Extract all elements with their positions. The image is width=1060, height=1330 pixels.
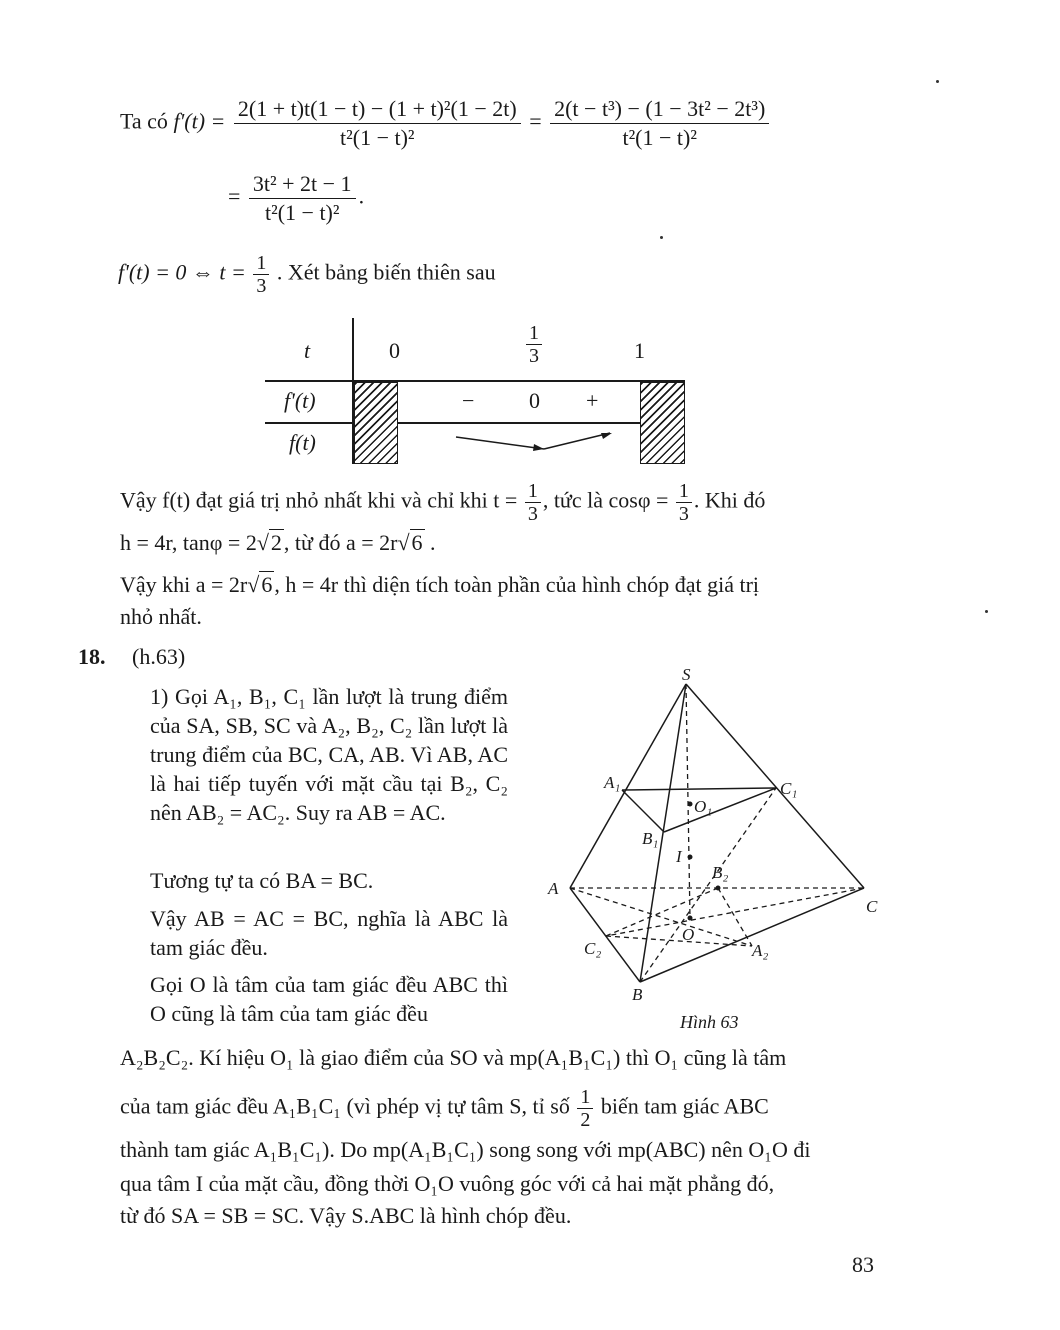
scan-speck xyxy=(936,80,939,83)
problem-number: 18. xyxy=(78,644,106,669)
conclusion-line-4: nhỏ nhất. xyxy=(120,604,202,629)
label-C2: C₂ xyxy=(584,939,602,958)
label-C1: C₁ xyxy=(780,779,798,798)
conclusion-line-3: Vậy khi a = 2r√6, h = 4r thì diện tích toàn phần của hình chóp đạt giá trị xyxy=(120,572,760,597)
label-B: B xyxy=(632,985,643,1004)
variation-arrows xyxy=(440,425,630,455)
full-line-4: qua tâm I của mặt cầu, đồng thời O₁O vuông góc với cả hai mặt phẳng đó, xyxy=(120,1171,775,1196)
label-A1: A₁ xyxy=(604,773,621,792)
fprime-zero: 0 xyxy=(529,388,540,413)
row-label-t: t xyxy=(304,338,311,363)
scan-speck xyxy=(985,610,988,613)
t-value-third: $\frac{1}{3}$ xyxy=(524,322,544,367)
figure-caption: Hình 63 xyxy=(680,1012,739,1032)
label-I: I xyxy=(676,847,682,866)
derivative-line-2: = $\frac{\text{3t² + 2t − 1}}{\text{t²(1 − t)²}}$ . xyxy=(228,171,365,225)
row-label-fprime: f'(t) xyxy=(284,388,316,413)
label-A2: A₂ xyxy=(752,941,769,960)
full-line-2: của tam giác đều A₁B₁C₁ (vì phép vị tự tâm S, tỉ số $\frac{1}{2}$ biến tam giác ABC xyxy=(120,1086,769,1131)
pyramid-figure xyxy=(540,660,900,1020)
fprime-minus: − xyxy=(462,388,475,413)
full-line-1: A₂B₂C₂. Kí hiệu O₁ là giao điểm của SO và mp(A₁B₁C₁) thì O₁ cũng là tâm xyxy=(120,1045,787,1070)
problem-ref: (h.63) xyxy=(132,644,186,669)
label-O: O xyxy=(682,925,695,944)
col-paragraph-1: 1) Gọi A₁, B₁, C₁ lần lượt là trung điểm của SA, SB, SC và A₂, B₂, C₂ lần lượt là trung điểm của BC, CA, AB. Vì AB, AC là hai tiếp tuyến với mặt cầu tại B₂, C₂ nên AB₂ = AC₂. Suy ra AB = AC. xyxy=(150,684,508,825)
col-paragraph-3: Vậy AB = AC = BC, nghĩa là ABC là tam giác đều. xyxy=(150,906,508,960)
label-B1: B₁ xyxy=(642,829,659,848)
critical-point-line: f'(t) = 0 ⇔ t = $\frac{1}{3}$ . Xét bảng biến thiên sau xyxy=(118,252,496,297)
row-label-f: f(t) xyxy=(289,430,316,455)
derivative-line-1: Ta có f'(t) = $\frac{\text{2(1 + t)t(1 − t) − (1 + t)²(1 − 2t)}}{\text{t²(1 − t)²}}$ = $\frac{\text{2(t − t³) − (1 − 3t² − 2t³)}}{\text{t²(1 − t)²}}$ xyxy=(120,95,772,152)
fprime-plus: + xyxy=(586,388,599,413)
deriv-fprime: f'(t) = xyxy=(173,108,226,134)
full-line-5: từ đó SA = SB = SC. Vậy S.ABC là hình chóp đều. xyxy=(120,1203,572,1228)
full-line-3: thành tam giác A₁B₁C₁). Do mp(A₁B₁C₁) song song với mp(ABC) nên O₁O đi xyxy=(120,1137,811,1162)
hatch-right xyxy=(640,382,685,464)
conclusion-line-2: h = 4r, tanφ = 2√2, từ đó a = 2r√6 . xyxy=(120,530,436,555)
deriv-fraction-1: $\frac{\text{2(1 + t)t(1 − t) − (1 + t)²(1 − 2t)}}{\text{t²(1 − t)²}}$ xyxy=(234,95,521,152)
label-B2: B₂ xyxy=(712,863,729,882)
t-value-0: 0 xyxy=(389,338,400,363)
label-S: S xyxy=(682,665,691,684)
t-value-1: 1 xyxy=(634,338,645,363)
deriv-fraction-2: $\frac{\text{2(t − t³) − (1 − 3t² − 2t³)}}{\text{t²(1 − t)²}}$ xyxy=(550,95,769,152)
page-number: 83 xyxy=(852,1252,874,1277)
deriv-lead: Ta có xyxy=(120,108,168,134)
col-paragraph-2: Tương tự ta có BA = BC. xyxy=(150,868,374,893)
label-A: A xyxy=(548,879,559,898)
hatch-left xyxy=(354,382,398,464)
deriv-fraction-3: $\frac{\text{3t² + 2t − 1}}{\text{t²(1 − t)²}}$ xyxy=(249,170,356,227)
label-O1: O₁ xyxy=(694,797,713,816)
col-paragraph-4: Gọi O là tâm của tam giác đều ABC thì O cũng là tâm của tam giác đều xyxy=(150,972,508,1026)
scan-speck xyxy=(660,236,663,239)
conclusion-line-1: Vậy f(t) đạt giá trị nhỏ nhất khi và chỉ khi t = $\frac{1}{3}$ , tức là cosφ = $\frac{1}{3}$ . Khi đó xyxy=(120,480,766,525)
label-C: C xyxy=(866,897,878,916)
